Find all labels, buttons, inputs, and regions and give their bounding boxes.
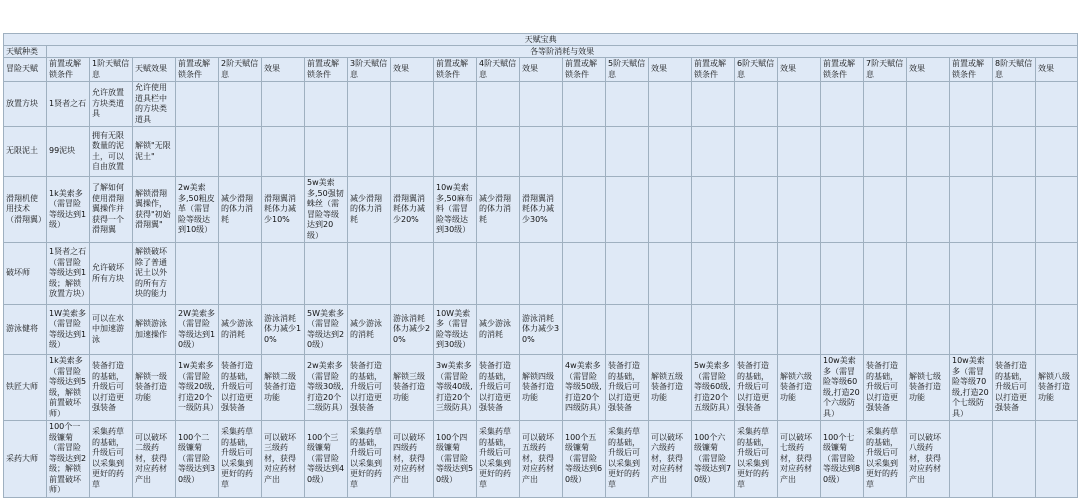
table-cell: 解锁"无限泥土" [133, 127, 176, 177]
table-cell [305, 82, 348, 127]
table-cell [606, 82, 649, 127]
table-cell [176, 82, 219, 127]
table-cell: 采集药草的基础，升级后可以采集到更好的药草 [477, 421, 520, 498]
table-cell: 解锁滑翔翼操作，获得"初始滑翔翼" [133, 177, 176, 243]
table-cell [477, 243, 520, 305]
table-cell: 解锁游泳加速操作 [133, 305, 176, 355]
table-row [4, 82, 1078, 127]
table-cell [262, 82, 305, 127]
table-cell [649, 127, 692, 177]
table-cell: 采集药草的基础，升级后可以采集到更好的药草 [735, 421, 778, 498]
table-cell [692, 82, 735, 127]
table-cell: 解锁七级装备打造功能 [907, 355, 950, 421]
table-cell [1036, 243, 1078, 305]
table-cell: 5W美索多（需冒险等级达到20级） [305, 305, 348, 355]
table-cell [391, 243, 434, 305]
column-header: 效果 [520, 58, 563, 82]
table-cell [262, 243, 305, 305]
table-cell: 采集药草的基础，升级后可以采集到更好的药草 [348, 421, 391, 498]
table-cell [950, 243, 993, 305]
table-cell: 1w美索多（需冒险等级20级,打造20个一级防具） [176, 355, 219, 421]
table-cell: 可以破坏三级药材，获得对应药材产出 [262, 421, 305, 498]
table-cell: 10W美索多（需冒险等级达到30级） [434, 305, 477, 355]
column-header: 效果 [262, 58, 305, 82]
table-cell: 5w美索多,50强韧蛛丝（需冒险等级达到20级） [305, 177, 348, 243]
table-cell [606, 243, 649, 305]
column-header: 前置或解锁条件 [692, 58, 735, 82]
table-cell: 可以破坏五级药材，获得对应药材产出 [520, 421, 563, 498]
table-cell [477, 127, 520, 177]
table-cell [391, 127, 434, 177]
table-cell [1036, 82, 1078, 127]
table-cell: 减少游泳的消耗 [477, 305, 520, 355]
table-cell [434, 82, 477, 127]
column-header: 前置或解锁条件 [434, 58, 477, 82]
table-cell [993, 243, 1036, 305]
table-cell: 装备打造的基础，升级后可以打造更强装备 [90, 355, 133, 421]
table-cell: 减少滑翔的体力消耗 [477, 177, 520, 243]
table-cell: 100个三级镰菊（需冒险等级达到40级） [305, 421, 348, 498]
table-cell [434, 127, 477, 177]
table-cell: 减少游泳的消耗 [219, 305, 262, 355]
table-cell: 采集药草的基础，升级后可以采集到更好的药草 [90, 421, 133, 498]
title-row [4, 34, 1078, 46]
table-row [4, 127, 1078, 177]
table-cell: 10w美索多,50麻布料（需冒险等级达到30级） [434, 177, 477, 243]
table-cell [348, 127, 391, 177]
table-cell [391, 82, 434, 127]
table-cell: 解锁六级装备打造功能 [778, 355, 821, 421]
table-cell [821, 82, 864, 127]
table-cell: 2w美索多,50粗皮革（需冒险等级达到10级） [176, 177, 219, 243]
table-cell [176, 243, 219, 305]
table-cell: 100个五级镰菊（需冒险等级达到60级） [563, 421, 606, 498]
category-row [4, 46, 1078, 58]
table-cell: 滑翔翼消耗体力减少20% [391, 177, 434, 243]
talent-table [3, 33, 1078, 498]
table-cell: 允许破坏所有方块 [90, 243, 133, 305]
table-cell [262, 127, 305, 177]
table-cell [778, 305, 821, 355]
table-cell [606, 177, 649, 243]
table-cell [864, 305, 907, 355]
table-cell: 装备打造的基础，升级后可以打造更强装备 [993, 355, 1036, 421]
column-header: 效果 [649, 58, 692, 82]
table-cell [606, 127, 649, 177]
table-cell [692, 243, 735, 305]
talent-name: 无限泥土 [4, 127, 47, 177]
table-cell [1036, 127, 1078, 177]
table-cell: 采集药草的基础，升级后可以采集到更好的药草 [219, 421, 262, 498]
column-header: 6阶天赋信息 [735, 58, 778, 82]
column-header: 前置或解锁条件 [950, 58, 993, 82]
table-cell: 了解如何使用滑翔翼操作并获得一个滑翔翼 [90, 177, 133, 243]
table-row [4, 305, 1078, 355]
talent-name: 破坏师 [4, 243, 47, 305]
column-header: 效果 [391, 58, 434, 82]
talent-name: 采药大师 [4, 421, 47, 498]
table-cell [520, 127, 563, 177]
table-cell: 解锁四级装备打造功能 [520, 355, 563, 421]
table-cell [821, 305, 864, 355]
table-cell: 游泳消耗体力减少30% [520, 305, 563, 355]
table-cell: 解锁三级装备打造功能 [391, 355, 434, 421]
talent-name: 放置方块 [4, 82, 47, 127]
column-header: 前置或解锁条件 [47, 58, 90, 82]
table-cell: 1k美索多（需冒险等级达到1级） [47, 177, 90, 243]
table-cell: 2W美索多（需冒险等级达到10级） [176, 305, 219, 355]
table-cell [993, 82, 1036, 127]
column-header: 4阶天赋信息 [477, 58, 520, 82]
column-header: 1阶天赋信息 [90, 58, 133, 82]
table-cell [950, 82, 993, 127]
table-cell: 可以破坏六级药材，获得对应药材产出 [649, 421, 692, 498]
table-cell [907, 305, 950, 355]
table-cell: 100个四级镰菊（需冒险等级达到50级） [434, 421, 477, 498]
table-cell [649, 305, 692, 355]
table-row [4, 243, 1078, 305]
table-cell [520, 243, 563, 305]
table-cell [735, 82, 778, 127]
column-header: 前置或解锁条件 [821, 58, 864, 82]
column-header: 前置或解锁条件 [176, 58, 219, 82]
table-cell [219, 127, 262, 177]
table-cell: 100个六级镰菊（需冒险等级达到70级） [692, 421, 735, 498]
table-cell [864, 82, 907, 127]
column-header: 7阶天赋信息 [864, 58, 907, 82]
table-cell: 10w美索多（需冒险等级70级,打造20个七级防具） [950, 355, 993, 421]
table-cell [649, 82, 692, 127]
table-cell: 可以破坏二级药材，获得对应药材产出 [133, 421, 176, 498]
table-cell: 装备打造的基础，升级后可以打造更强装备 [864, 355, 907, 421]
table-cell: 解锁五级装备打造功能 [649, 355, 692, 421]
table-cell [864, 177, 907, 243]
table-cell: 装备打造的基础，升级后可以打造更强装备 [606, 355, 649, 421]
talent-name: 滑翔机使用技术（滑翔翼） [4, 177, 47, 243]
table-cell [563, 127, 606, 177]
table-cell [434, 243, 477, 305]
talent-name: 铁匠大师 [4, 355, 47, 421]
column-header: 8阶天赋信息 [993, 58, 1036, 82]
table-cell [993, 177, 1036, 243]
talent-name: 游泳健将 [4, 305, 47, 355]
table-title: 天赋宝典 [4, 34, 1078, 46]
table-cell [907, 177, 950, 243]
table-cell: 99泥块 [47, 127, 90, 177]
table-cell: 滑翔翼消耗体力减少30% [520, 177, 563, 243]
table-cell: 允许放置方块类道具 [90, 82, 133, 127]
table-cell: 减少滑翔的体力消耗 [219, 177, 262, 243]
column-header: 2阶天赋信息 [219, 58, 262, 82]
table-cell [778, 127, 821, 177]
table-cell: 100个一级镰菊（需冒险等级达到2级；解锁前置破坏师） [47, 421, 90, 498]
table-cell [821, 177, 864, 243]
table-cell: 减少滑翔的体力消耗 [348, 177, 391, 243]
table-cell: 装备打造的基础，升级后可以打造更强装备 [477, 355, 520, 421]
column-header: 效果 [778, 58, 821, 82]
column-header-row [4, 58, 1078, 82]
column-header: 天赋效果 [133, 58, 176, 82]
table-cell [778, 177, 821, 243]
table-cell [219, 82, 262, 127]
table-cell: 采集药草的基础，升级后可以采集到更好的药草 [864, 421, 907, 498]
table-cell [864, 243, 907, 305]
table-cell [821, 127, 864, 177]
table-cell [520, 82, 563, 127]
table-cell [735, 243, 778, 305]
table-cell [907, 243, 950, 305]
table-cell [176, 127, 219, 177]
table-cell [778, 243, 821, 305]
table-cell [735, 177, 778, 243]
table-cell: 装备打造的基础，升级后可以打造更强装备 [348, 355, 391, 421]
column-header: 效果 [907, 58, 950, 82]
table-cell: 3w美索多（需冒险等级40级,打造20个三级防具） [434, 355, 477, 421]
table-cell: 100个七级镰菊（需冒险等级达到80级） [821, 421, 864, 498]
table-cell [735, 127, 778, 177]
table-cell: 可以破坏八级药材，获得对应药材产出 [907, 421, 950, 498]
table-row [4, 177, 1078, 243]
table-cell [563, 82, 606, 127]
table-cell: 游泳消耗体力减少10% [262, 305, 305, 355]
table-cell: 1k美索多（需冒险等级达到5级，解锁前置破坏师） [47, 355, 90, 421]
table-cell: 1贤者之石 [47, 82, 90, 127]
table-cell: 解锁八级装备打造功能 [1036, 355, 1078, 421]
table-row [4, 355, 1078, 421]
table-cell: 游泳消耗体力减少20% [391, 305, 434, 355]
table-cell: 解锁破坏除了普通泥土以外的所有方块的能力 [133, 243, 176, 305]
table-cell: 可以破坏四级药材，获得对应药材产出 [391, 421, 434, 498]
table-cell [1036, 177, 1078, 243]
table-cell [950, 127, 993, 177]
table-cell [692, 305, 735, 355]
table-cell: 5w美索多（需冒险等级60级,打造20个五级防具） [692, 355, 735, 421]
table-cell: 采集药草的基础，升级后可以采集到更好的药草 [606, 421, 649, 498]
table-cell [649, 177, 692, 243]
category-label: 天赋种类 [4, 46, 47, 58]
table-cell [692, 127, 735, 177]
table-cell: 2w美索多（需冒险等级30级,打造20个二级防具） [305, 355, 348, 421]
table-cell: 解锁一级装备打造功能 [133, 355, 176, 421]
cost-effect-label: 各等阶消耗与效果 [47, 46, 1078, 58]
table-cell [778, 82, 821, 127]
table-cell [907, 127, 950, 177]
table-cell [735, 305, 778, 355]
table-cell [477, 82, 520, 127]
table-cell: 解锁二级装备打造功能 [262, 355, 305, 421]
table-cell: 100个二级镰菊（需冒险等级达到30级） [176, 421, 219, 498]
table-cell [864, 127, 907, 177]
table-cell [649, 243, 692, 305]
column-header: 前置或解锁条件 [563, 58, 606, 82]
table-cell [950, 177, 993, 243]
table-cell [692, 177, 735, 243]
table-cell [993, 127, 1036, 177]
table-cell [348, 82, 391, 127]
table-cell: 1贤者之石（需冒险等级达到1级；解锁放置方块） [47, 243, 90, 305]
column-header: 3阶天赋信息 [348, 58, 391, 82]
table-cell [348, 243, 391, 305]
table-cell: 装备打造的基础，升级后可以打造更强装备 [219, 355, 262, 421]
column-header: 5阶天赋信息 [606, 58, 649, 82]
table-cell: 允许使用道具栏中的方块类道具 [133, 82, 176, 127]
table-cell: 10w美索多（需冒险等级60级,打造20个六级防具） [821, 355, 864, 421]
column-header: 前置或解锁条件 [305, 58, 348, 82]
table-cell: 可以在水中加速游泳 [90, 305, 133, 355]
talent-table-wrap [3, 33, 1077, 498]
column-header: 效果 [1036, 58, 1078, 82]
table-cell [563, 177, 606, 243]
table-cell: 滑翔翼消耗体力减少10% [262, 177, 305, 243]
table-cell [606, 305, 649, 355]
table-cell: 4w美索多（需冒险等级50级,打造20个四级防具） [563, 355, 606, 421]
table-cell: 拥有无限数量的泥土，可以自由放置 [90, 127, 133, 177]
table-cell: 减少游泳的消耗 [348, 305, 391, 355]
table-cell [1036, 305, 1078, 355]
table-cell [821, 243, 864, 305]
table-cell [907, 82, 950, 127]
table-cell [305, 243, 348, 305]
table-cell: 可以破坏七级药材，获得对应药材产出 [778, 421, 821, 498]
table-cell [305, 127, 348, 177]
table-cell [563, 243, 606, 305]
table-cell: 1W美索多（需冒险等级达到1级） [47, 305, 90, 355]
table-cell [219, 243, 262, 305]
column-header: 冒险天赋 [4, 58, 47, 82]
table-cell [563, 305, 606, 355]
table-cell: 装备打造的基础，升级后可以打造更强装备 [735, 355, 778, 421]
table-cell [950, 305, 993, 355]
table-cell [993, 305, 1036, 355]
